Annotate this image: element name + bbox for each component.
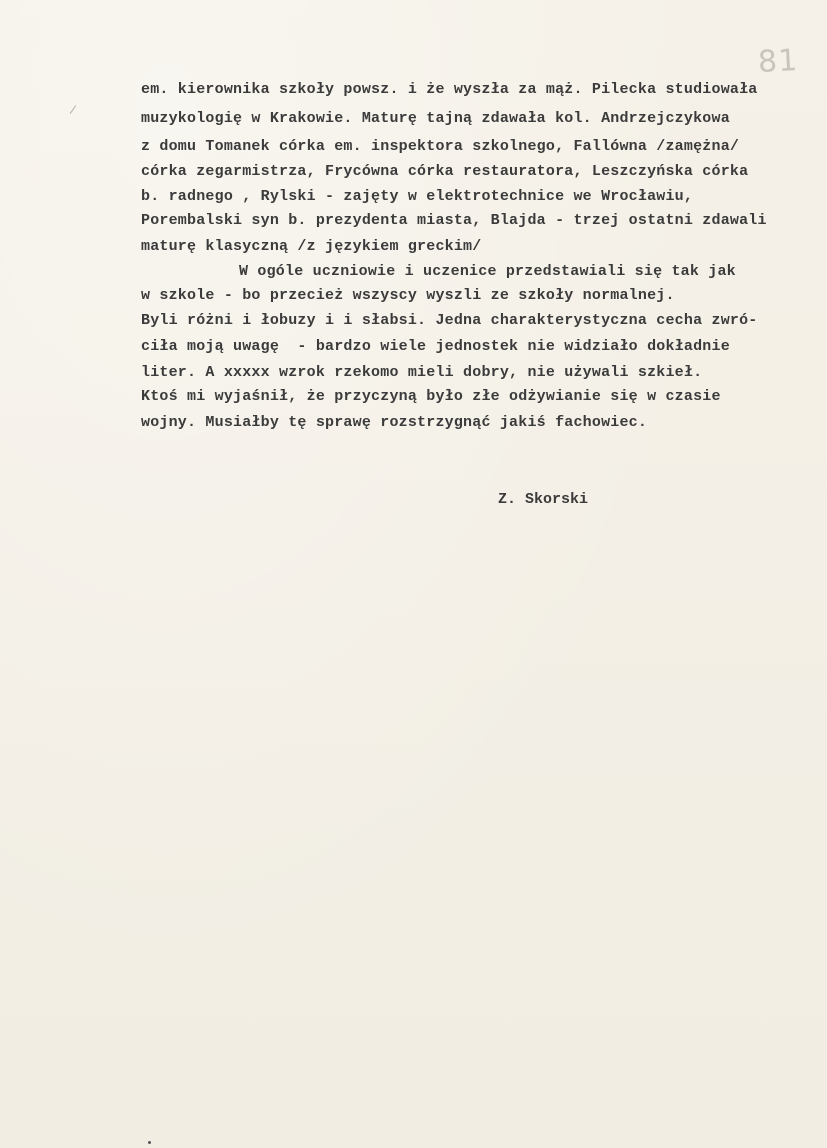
text-line: em. kierownika szkoły powsz. i że wyszła za mąż. Pilecka studiowała [141,81,758,98]
text-line: z domu Tomanek córka em. inspektora szkolnego, Fallówna /zamężna/ [141,138,740,155]
text-line: wojny. Musiałby tę sprawę rozstrzygnąć jakiś fachowiec. [141,414,648,431]
text-line: liter. A xxxxx wzrok rzekomo mieli dobry, nie używali szkieł. [141,364,703,381]
text-line: W ogóle uczniowie i uczenice przedstawiali się tak jak [239,263,736,280]
text-line: w szkole - bo przecież wszyscy wyszli ze szkoły normalnej. [141,287,675,304]
signature: Z. Skorski [498,491,589,508]
page-number: 81 [757,42,800,81]
text-line: b. radnego , Rylski - zajęty w elektrotechnice we Wrocławiu, [141,188,694,205]
paper-speck [148,1141,151,1144]
margin-mark [70,105,81,117]
text-line: Byli różni i łobuzy i i słabsi. Jedna charakterystyczna cecha zwró- [141,312,758,329]
text-line: ciła moją uwagę - bardzo wiele jednostek nie widziało dokładnie [141,338,730,355]
text-line: maturę klasyczną /z językiem greckim/ [141,238,482,255]
text-line: Porembalski syn b. prezydenta miasta, Blajda - trzej ostatni zdawali [141,212,767,229]
text-line: córka zegarmistrza, Frycówna córka restauratora, Leszczyńska córka [141,163,749,180]
text-line: Ktoś mi wyjaśnił, że przyczyną było złe odżywianie się w czasie [141,388,721,405]
text-line: muzykologię w Krakowie. Maturę tajną zdawała kol. Andrzejczykowa [141,110,730,127]
